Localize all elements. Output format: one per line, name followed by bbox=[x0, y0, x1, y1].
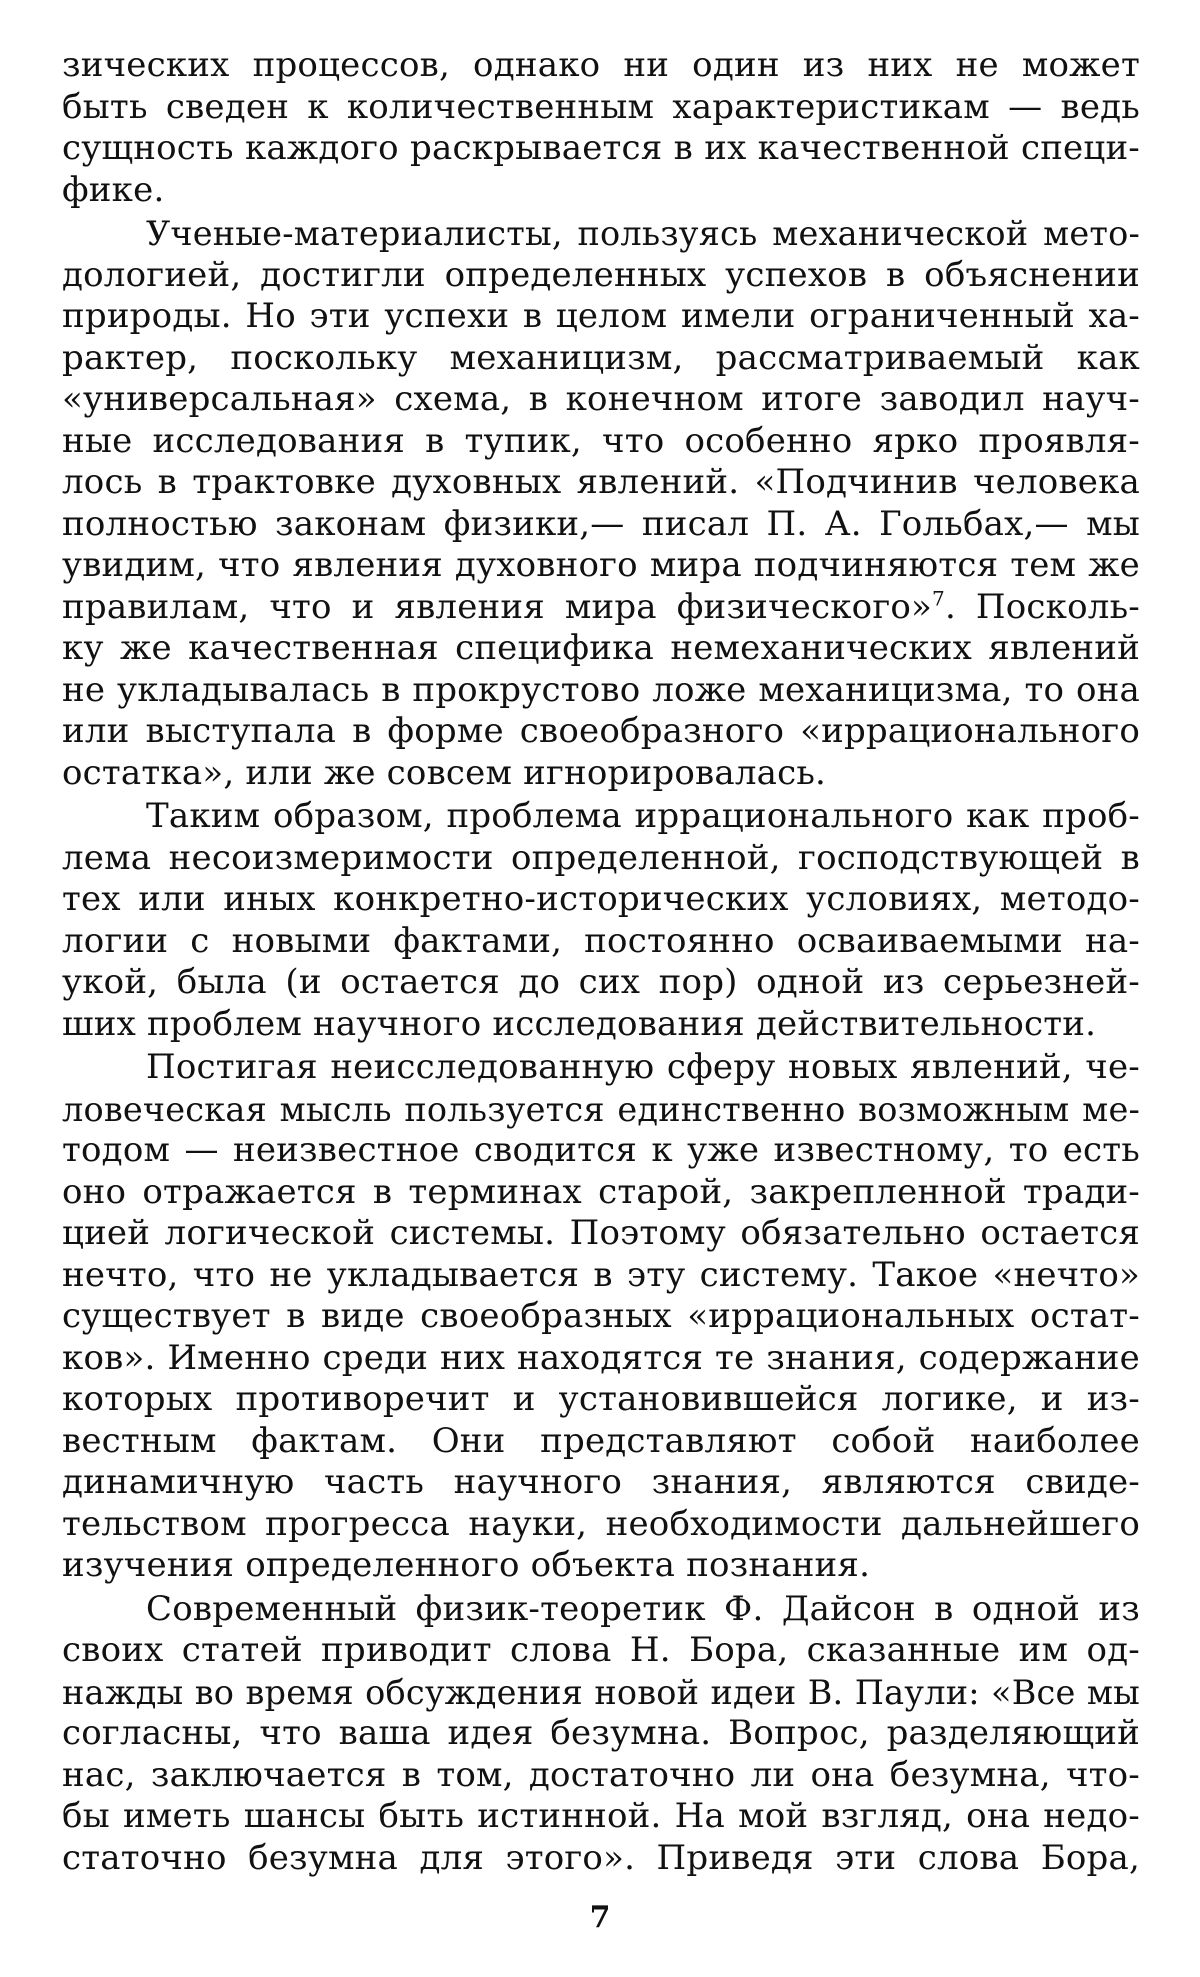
text-line: лема несоизмеримости определенной, господствующей в bbox=[62, 837, 1140, 878]
text-line: согласны, что ваша идея безумна. Вопрос, разделяющий bbox=[62, 1713, 1140, 1753]
page-number: 7 bbox=[589, 1900, 611, 1935]
text-line: оно отражается в терминах старой, закрепленной тради- bbox=[62, 1171, 1140, 1212]
text-line: лось в трактовке духовных явлений. «Подчинив человека bbox=[62, 462, 1140, 502]
text-line: тельством прогресса науки, необходимости дальнейшего bbox=[62, 1503, 1140, 1544]
paragraph bbox=[62, 213, 1140, 794]
text-line: Таким образом, проблема иррационального как проб- bbox=[146, 796, 1140, 836]
footnote-reference[interactable]: 7 bbox=[932, 586, 945, 611]
paragraph bbox=[62, 796, 1140, 1045]
text-line: полностью законам физики,— писал П. А. Гольбах,— мы bbox=[62, 503, 1140, 544]
text-line: тех или иных конкретно-исторических условиях, методо- bbox=[62, 879, 1140, 919]
text-line: природы. Но эти успехи в целом имели ограниченный ха- bbox=[62, 296, 1140, 336]
text-line: быть сведен к количественным характеристикам — ведь bbox=[62, 86, 1140, 127]
text-line: дологией, достигли определенных успехов в объяснении bbox=[62, 254, 1140, 295]
text-line: укой, была (и остается до сих пор) одной из серьезней- bbox=[62, 962, 1140, 1002]
text-line: существует в виде своеобразных «иррациональных остат- bbox=[62, 1296, 1140, 1336]
text-line: фике. bbox=[62, 169, 165, 210]
text-line: которых противоречит и установившейся логике, и из- bbox=[62, 1379, 1140, 1419]
text-line: логии с новыми фактами, постоянно осваиваемыми на- bbox=[62, 920, 1140, 961]
text-line: цией логической системы. Поэтому обязательно остается bbox=[62, 1213, 1140, 1253]
text-line: ку же качественная специфика немеханических явлений bbox=[62, 628, 1140, 668]
text-line: вестным фактам. Они представляют собой наиболее bbox=[62, 1420, 1140, 1461]
paragraph bbox=[62, 1047, 1140, 1587]
text-line: нас, заключается в том, достаточно ли она безумна, что- bbox=[62, 1754, 1140, 1795]
text-line-main: правилам, что и явления мира физического» bbox=[62, 586, 933, 627]
text-line bbox=[62, 587, 1140, 629]
text-line: нечто, что не укладывается в эту систему. Такое «нечто» bbox=[62, 1254, 1140, 1295]
text-line: бы иметь шансы быть истинной. На мой взгляд, она недо- bbox=[62, 1796, 1140, 1836]
text-line: ков». Именно среди них находятся те знания, содержание bbox=[62, 1337, 1140, 1378]
text-line-tail: . Посколь- bbox=[944, 586, 1140, 627]
text-line: ловеческая мысль пользуется единственно возможным ме- bbox=[62, 1089, 1140, 1129]
text-line: Ученые-материалисты, пользуясь механической мето- bbox=[146, 214, 1140, 253]
text-line: сущность каждого раскрывается в их качественной специ- bbox=[62, 128, 1140, 168]
text-line: рактер, поскольку механицизм, рассматриваемый как bbox=[62, 337, 1140, 378]
text-line: нажды во время обсуждения новой идеи В. Паули: «Все мы bbox=[62, 1672, 1140, 1712]
text-line: динамичную часть научного знания, являются свиде- bbox=[62, 1462, 1140, 1502]
text-line: не укладывалась в прокрустово ложе механицизма, то она bbox=[62, 669, 1140, 710]
text-line: ших проблем научного исследования действительности. bbox=[62, 1003, 1097, 1044]
text-line: увидим, что явления духовного мира подчиняются тем же bbox=[62, 545, 1140, 585]
text-line: зических процессов, однако ни один из них не может bbox=[62, 45, 1140, 85]
paragraph bbox=[62, 45, 1140, 211]
text-line: остатка», или же совсем игнорировалась. bbox=[62, 752, 827, 793]
text-line: статочно безумна для этого». Приведя эти слова Бора, bbox=[62, 1837, 1140, 1878]
text-line: ные исследования в тупик, что особенно ярко проявля- bbox=[62, 420, 1140, 461]
text-line: своих статей приводит слова Н. Бора, сказанные им од- bbox=[62, 1630, 1140, 1670]
text-line: Современный физик-теоретик Ф. Дайсон в одной из bbox=[146, 1588, 1140, 1629]
text-line: Постигая неисследованную сферу новых явлений, че- bbox=[146, 1047, 1140, 1087]
body-text bbox=[62, 45, 1140, 1881]
text-line: тодом — неизвестное сводится к уже известному, то есть bbox=[62, 1130, 1140, 1170]
text-line: или выступала в форме своеобразного «иррационального bbox=[62, 711, 1140, 751]
paragraph bbox=[62, 1589, 1140, 1880]
text-line: «универсальная» схема, в конечном итоге заводил науч- bbox=[62, 379, 1140, 419]
text-line: изучения определенного объекта познания. bbox=[62, 1545, 871, 1585]
